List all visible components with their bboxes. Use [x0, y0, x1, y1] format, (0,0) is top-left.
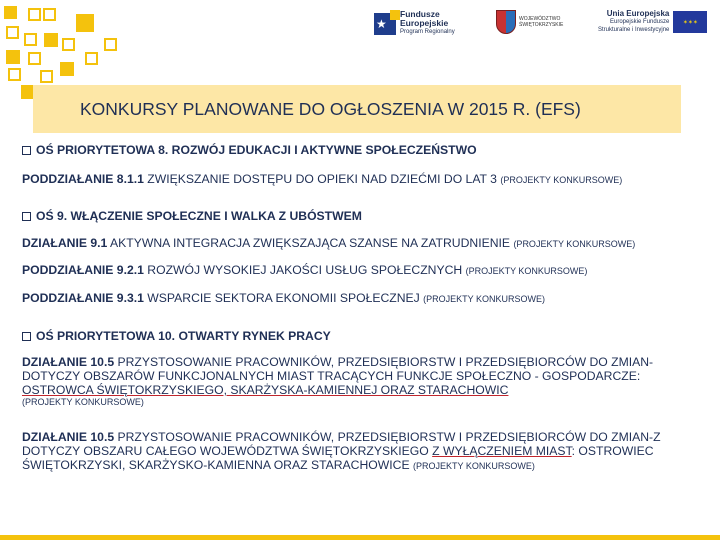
list-item — [22, 291, 712, 305]
axis9-heading — [22, 209, 712, 223]
deco-square — [6, 50, 20, 64]
axis9-section — [22, 209, 712, 223]
list-item — [22, 263, 712, 277]
ue-line2: Europejskie Fundusze — [610, 19, 670, 25]
measure-note: (PROJEKTY KONKURSOWE) — [412, 461, 535, 471]
list-item — [22, 355, 682, 408]
measure-note: (PROJEKTY KONKURSOWE) — [423, 294, 546, 304]
deco-square — [24, 33, 37, 46]
measure-title: ZWIĘKSZANIE DOSTĘPU DO OPIEKI NAD DZIEĆMI DO LAT 3 — [147, 172, 497, 186]
list-item — [22, 172, 712, 186]
sw-line2: ŚWIĘTOKRZYSKIE — [519, 22, 564, 28]
list-item — [22, 236, 712, 250]
axis8-section — [22, 143, 712, 157]
measure-tail: OSTROWIEC ŚWIĘTOKRZYSKI, SKARŻYSKO-KAMIENNA ORAZ STARACHOWICE — [22, 444, 654, 472]
measure-code: DZIAŁANIE 10.5 — [22, 355, 115, 369]
measure-underlined-area: Z WYŁĄCZENIEM MIAST — [432, 444, 572, 458]
deco-square — [76, 14, 94, 32]
measure-code: PODDZIAŁANIE 9.2.1 — [22, 263, 144, 277]
measure-note: (PROJEKTY KONKURSOWE) — [500, 175, 623, 185]
bottom-accent-bar — [0, 535, 720, 540]
measure-title: ROZWÓJ WYSOKIEJ JAKOŚCI USŁUG SPOŁECZNYCH — [147, 263, 463, 277]
swietokrzyskie-logo — [496, 10, 563, 34]
deco-square — [8, 68, 21, 81]
checkbox-bullet-icon — [22, 212, 31, 221]
measure-title: PRZYSTOSOWANIE PRACOWNIKÓW, PRZEDSIĘBIORSTW I PRZEDSIĘBIORCÓW DO ZMIAN-DOTYCZY OBSZARÓW FUNKCJONALNYCH MIAST TRACĄCYCH FUNKCJE SPOŁECZNO - GOSPODARCZE: — [22, 355, 654, 383]
axis10-section — [22, 329, 712, 343]
measure-code: PODDZIAŁANIE 9.3.1 — [22, 291, 144, 305]
sw-line1: WOJEWÓDZTWO — [519, 16, 561, 22]
unia-europejska-logo — [598, 10, 707, 34]
deco-square — [44, 33, 58, 47]
measure-code: DZIAŁANIE 9.1 — [22, 236, 108, 250]
deco-square — [6, 26, 19, 39]
fundusze-europejskie-logo — [374, 10, 455, 37]
measure-code: PODDZIAŁANIE 8.1.1 — [22, 172, 144, 186]
measure-title: AKTYWNA INTEGRACJA ZWIĘKSZAJĄCA SZANSE NA ZATRUDNIENIE — [110, 236, 511, 250]
measure-note: (PROJEKTY KONKURSOWE) — [22, 397, 144, 407]
axis10-heading — [22, 329, 712, 343]
fe-line3: Program Regionalny — [400, 29, 455, 35]
checkbox-bullet-icon — [22, 332, 31, 341]
deco-square — [104, 38, 117, 51]
deco-square — [28, 52, 41, 65]
deco-square — [60, 62, 74, 76]
ue-line3: Strukturalne i Inwestycyjne — [598, 27, 670, 33]
colon: : — [571, 444, 576, 458]
fe-star-icon: ★ — [374, 13, 396, 35]
checkbox-bullet-icon — [22, 146, 31, 155]
deco-square — [4, 6, 17, 19]
measure-note: (PROJEKTY KONKURSOWE) — [465, 266, 588, 276]
measure-title: PRZYSTOSOWANIE PRACOWNIKÓW, PRZEDSIĘBIORSTW I PRZEDSIĘBIORCÓW DO ZMIAN-Z DOTYCZY OBSZARU CAŁEGO WOJEWÓDZTWA ŚWIĘTOKRZYSKIEGO — [22, 430, 661, 458]
deco-square — [85, 52, 98, 65]
axis8-heading — [22, 143, 712, 157]
measure-note: (PROJEKTY KONKURSOWE) — [513, 239, 636, 249]
title-banner — [33, 85, 681, 133]
axis10-heading-text: OŚ PRIORYTETOWA 10. OTWARTY RYNEK PRACY — [36, 329, 331, 343]
axis8-heading-text: OŚ PRIORYTETOWA 8. ROZWÓJ EDUKACJI I AKTYWNE SPOŁECZEŃSTWO — [36, 143, 477, 157]
eu-flag-icon: ✶✶✶ — [673, 11, 707, 33]
deco-square — [43, 8, 56, 21]
measure-title: WSPARCIE SEKTORA EKONOMII SPOŁECZNEJ — [147, 291, 420, 305]
deco-square — [21, 85, 33, 99]
measure-underlined-area: OSTROWCA ŚWIĘTOKRZYSKIEGO, SKARŻYSKA-KAMIENNEJ ORAZ STARACHOWIC — [22, 383, 509, 397]
deco-square — [40, 70, 53, 83]
measure-code: DZIAŁANIE 10.5 — [22, 430, 115, 444]
page-title: KONKURSY PLANOWANE DO OGŁOSZENIA W 2015 R. (EFS) — [80, 98, 581, 119]
ue-line1: Unia Europejska — [606, 9, 670, 18]
deco-square — [62, 38, 75, 51]
coat-of-arms-icon — [496, 10, 516, 34]
deco-square — [28, 8, 41, 21]
fe-line1: Fundusze — [400, 9, 440, 19]
list-item — [22, 430, 682, 473]
axis9-heading-text: OŚ 9. WŁĄCZENIE SPOŁECZNE I WALKA Z UBÓSTWEM — [36, 209, 362, 223]
fe-line2: Europejskie — [400, 18, 449, 28]
